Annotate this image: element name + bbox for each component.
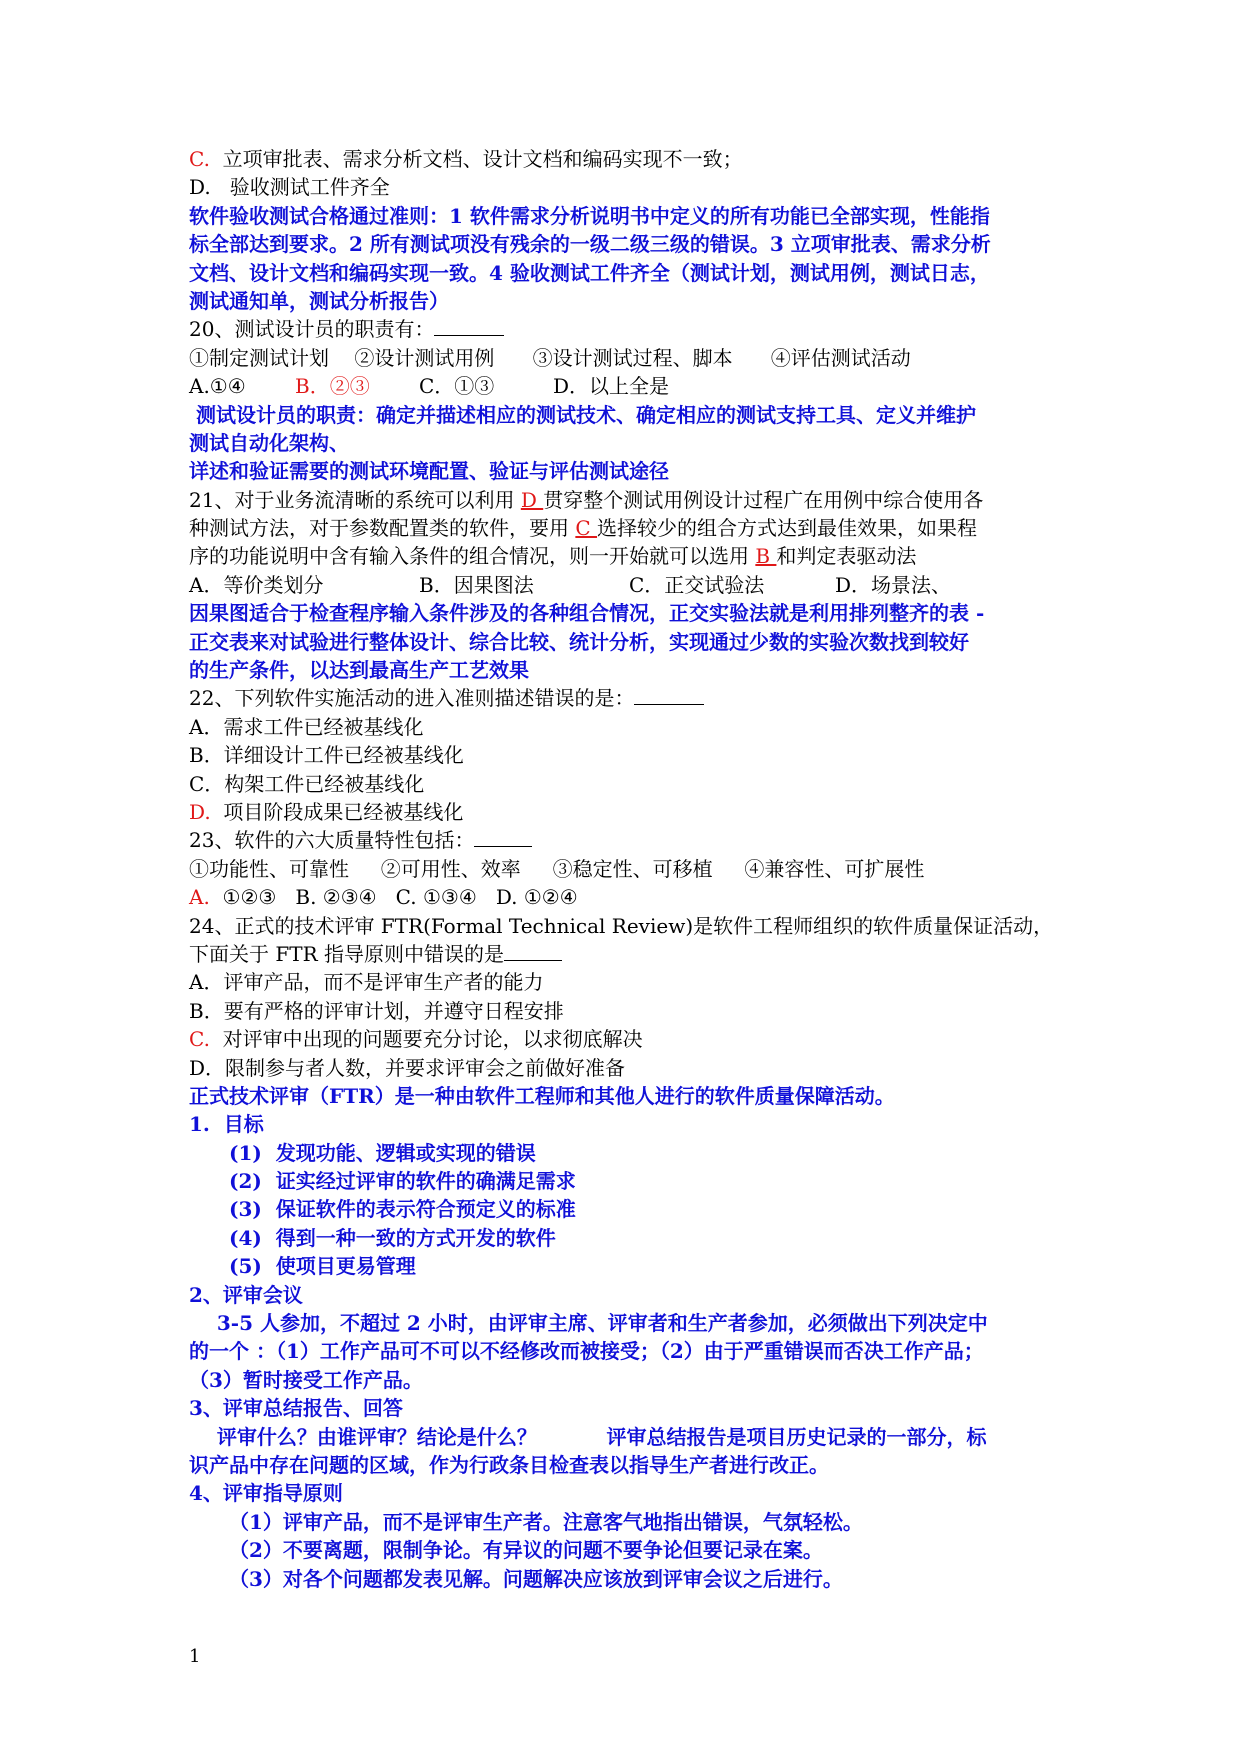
- text-line: ①制定测试计划 ②设计测试用例 ③设计测试过程、脚本 ④评估测试活动: [189, 345, 911, 370]
- text-line: 序的功能说明中含有输入条件的组合情况，则一开始就可以选用 B 和判定表驱动法: [189, 544, 917, 569]
- option: A．评审产品，而不是评审生产者的能力: [189, 970, 544, 995]
- answer-label: A.: [189, 885, 210, 910]
- answer-blank: [434, 315, 504, 336]
- option: B．要有严格的评审计划，并遵守日程安排: [189, 998, 564, 1023]
- options-line: A.①④ B．②③ C．①③ D．以上全是: [189, 372, 1069, 400]
- list-item: (2) 证实经过评审的软件的确满足需求: [229, 1169, 576, 1194]
- answer-explanation: （3）暂时接受工作产品。: [189, 1367, 423, 1392]
- answer-explanation: 因果图适合于检查程序输入条件涉及的各种组合情况，正交实验法就是利用排列整齐的表 -: [189, 601, 985, 626]
- answer-label: C.: [189, 147, 210, 171]
- answer-label: D.: [189, 799, 211, 824]
- answer-explanation: 识产品中存在问题的区域，作为行政条目检查表以指导生产者进行改正。: [189, 1452, 829, 1477]
- option: A．需求工件已经被基线化: [189, 714, 424, 739]
- list-item: （2）不要离题，限制争论。有异议的问题不要争论但要记录在案。: [229, 1538, 823, 1563]
- answer-label: C.: [189, 1027, 210, 1052]
- text-line: ①功能性、可靠性 ②可用性、效率 ③稳定性、可移植 ④兼容性、可扩展性: [189, 856, 925, 881]
- options-line: A. ①②③ B. ②③④ C. ①③④ D. ①②④: [189, 885, 578, 910]
- page-number: 1: [189, 1646, 201, 1667]
- option: B．详细设计工件已经被基线化: [189, 743, 464, 768]
- question-23: 23、软件的六大质量特性包括：: [189, 826, 1069, 854]
- options-line: A．等价类划分 B．因果图法 C．正交试验法 D．场景法、: [189, 572, 952, 597]
- answer-fill: D: [520, 487, 544, 512]
- list-item: (1) 发现功能、逻辑或实现的错误: [229, 1140, 536, 1165]
- list-item: （1）评审产品，而不是评审生产者。注意客气地指出错误，气氛轻松。: [229, 1509, 863, 1534]
- answer-explanation: 的一个 ：（1）工作产品可不可以不经修改而被接受；（2）由于严重错误而否决工作产品；: [189, 1339, 984, 1364]
- document-body: [189, 145, 1069, 1593]
- answer-explanation: 测试设计员的职责：确定并描述相应的测试技术、确定相应的测试支持工具、定义并维护: [189, 402, 976, 427]
- answer-explanation: 评审什么？由谁评审？结论是什么？ 评审总结报告是项目历史记录的一部分，标: [189, 1424, 987, 1449]
- list-item: (4) 得到一种一致的方式开发的软件: [229, 1225, 556, 1250]
- answer-explanation: 软件验收测试合格通过准则：1 软件需求分析说明书中定义的所有功能已全部实现，性能指: [189, 203, 990, 228]
- option: D. 项目阶段成果已经被基线化: [189, 799, 464, 824]
- answer-label: B．②③: [295, 374, 370, 399]
- answer-explanation: 文档、设计文档和编码实现一致。4 验收测试工件齐全（测试计划，测试用例，测试日志，: [189, 260, 990, 285]
- section-heading: 1. 目标: [189, 1112, 264, 1137]
- answer-explanation: 正式技术评审（FTR）是一种由软件工程师和其他人进行的软件质量保障活动。: [189, 1083, 895, 1108]
- answer-blank: [634, 684, 704, 705]
- text-line: 下面关于 FTR 指导原则中错误的是: [189, 940, 1069, 968]
- answer-explanation: 正交表来对试验进行整体设计、综合比较、统计分析，实现通过少数的实验次数找到较好: [189, 629, 969, 654]
- answer-fill: B: [755, 544, 777, 569]
- option: C. 对评审中出现的问题要充分讨论，以求彻底解决: [189, 1027, 643, 1052]
- section-heading: 2、评审会议: [189, 1282, 303, 1307]
- answer-explanation: 3-5 人参加，不超过 2 小时，由评审主席、评审者和生产者参加，必须做出下列决定中: [189, 1311, 988, 1336]
- answer-blank: [504, 940, 562, 961]
- answer-blank: [474, 826, 532, 847]
- option: D．限制参与者人数，并要求评审会之前做好准备: [189, 1055, 626, 1080]
- text-line: D. 验收测试工件齐全: [189, 175, 390, 200]
- answer-explanation: 标全部达到要求。2 所有测试项没有残余的一级二级三级的错误。3 立项审批表、需求分析: [189, 232, 991, 257]
- answer-explanation: 测试通知单，测试分析报告）: [189, 288, 449, 313]
- section-heading: 4、评审指导原则: [189, 1481, 343, 1506]
- question-22: 22、下列软件实施活动的进入准则描述错误的是：: [189, 684, 1069, 712]
- option: C．构架工件已经被基线化: [189, 771, 425, 796]
- answer-fill: C: [575, 516, 598, 541]
- text-line: 种测试方法，对于参数配置类的软件，要用 C 选择较少的组合方式达到最佳效果，如果程: [189, 516, 978, 541]
- text-line: C. 立项审批表、需求分析文档、设计文档和编码实现不一致；: [189, 147, 743, 171]
- question-20: 20、测试设计员的职责有：: [189, 315, 1069, 343]
- list-item: (3) 保证软件的表示符合预定义的标准: [229, 1197, 576, 1222]
- answer-explanation: 详述和验证需要的测试环境配置、验证与评估测试途径: [189, 459, 669, 484]
- list-item: （3）对各个问题都发表见解。问题解决应该放到评审会议之后进行。: [229, 1566, 843, 1591]
- answer-explanation: 的生产条件，以达到最高生产工艺效果: [189, 658, 529, 683]
- list-item: (5) 使项目更易管理: [229, 1254, 416, 1279]
- question-24: 24、正式的技术评审 FTR(Formal Technical Review)是软件工程师组织的软件质量保证活动，: [189, 913, 1054, 938]
- answer-explanation: 测试自动化架构、: [189, 430, 349, 455]
- question-21: 21、对于业务流清晰的系统可以利用 D 贯穿整个测试用例设计过程广在用例中综合使用各: [189, 487, 984, 512]
- section-heading: 3、评审总结报告、回答: [189, 1396, 403, 1421]
